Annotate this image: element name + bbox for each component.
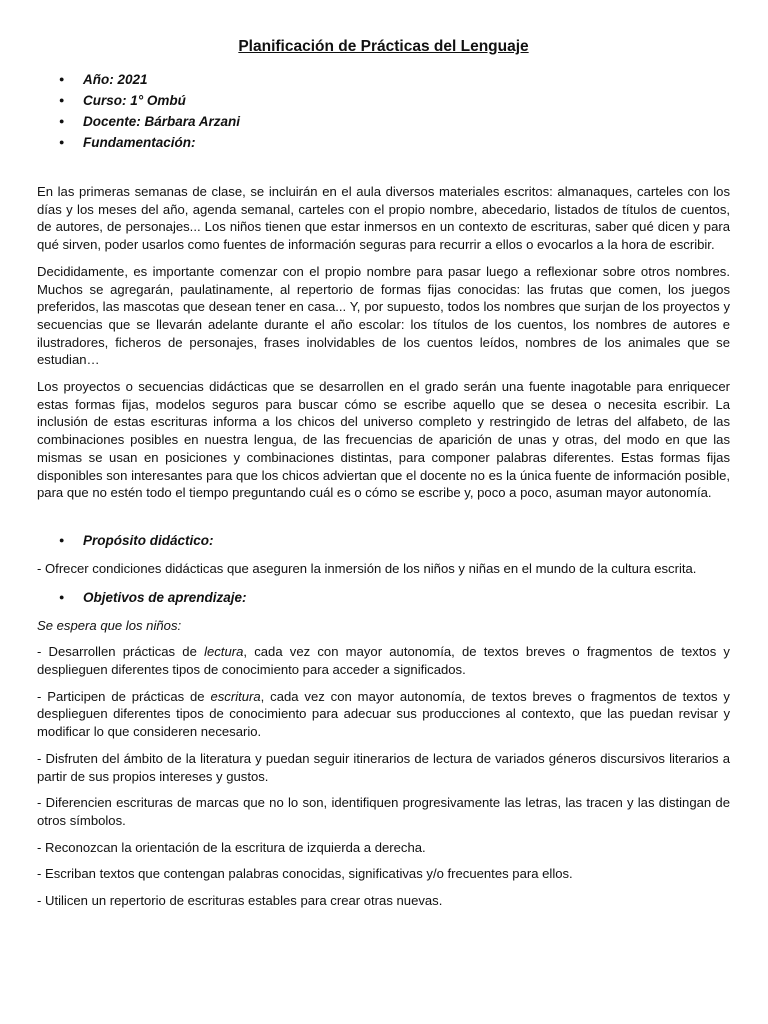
- proposito-text: - Ofrecer condiciones didácticas que aseguren la inmersión de los niños y niñas en el mundo de la cultura escrita.: [37, 560, 697, 576]
- meta-teacher: ● Docente: Bárbara Arzani: [37, 111, 730, 132]
- fundamentacion-paragraph-2: Decididamente, es importante comenzar con el propio nombre para pasar luego a reflexionar sobre otros nombres. Muchos se agregarán, paulatinamente, al repertorio de formas fijas conocidas: las frutas que comen, los juegos preferidos, las mascotas que desean tener en casa... Y, por supuesto, todos los nombres que surjan de los proyectos y secuencias que se llevarán adelante durante el año escolar: los títulos de los cuentos, los nombres de autores e ilustradores, ficheros de personajes, frases inolvidables de los cuentos leídos, nombres de los animales que se estudian…: [37, 263, 730, 368]
- objetivo-item-escritura-em: escritura: [210, 688, 261, 704]
- document-title: Planificación de Prácticas del Lenguaje: [238, 38, 529, 55]
- objetivo-item: - Escriban textos que contengan palabras conocidas, significativas y/o frecuentes para ellos.: [37, 866, 573, 882]
- objetivo-item-escritura: [37, 688, 730, 741]
- objetivos-heading: ● Objetivos de aprendizaje:: [37, 587, 730, 608]
- document-page: [37, 0, 730, 910]
- fundamentacion-paragraph-1: En las primeras semanas de clase, se incluirán en el aula diversos materiales escritos: almanaques, carteles con los días y los meses del año, agenda semanal, carteles con el propio nombre, abecedario, listados de títulos de cuentos, de autores, de personajes... Los niños tienen que estar inmersos en un contexto de escrituras, saber qué dicen y para qué sirven, poder usarlos como fuentes de información seguras para recurrir a ellos o evocarlos a la hora de escribir.: [37, 184, 730, 253]
- meta-fundamentacion-heading: ● Fundamentación:: [37, 132, 730, 153]
- meta-year: ● Año: 2021: [37, 69, 730, 90]
- objetivo-item-lectura-em: lectura: [204, 644, 244, 660]
- objetivo-item-escritura-pre: - Participen de prácticas de: [37, 688, 211, 704]
- meta-course: ● Curso: 1° Ombú: [37, 90, 730, 111]
- objetivo-item: - Disfruten del ámbito de la literatura y puedan seguir itinerarios de lectura de variados géneros discursivos literarios a partir de sus propios intereses y gustos.: [37, 750, 730, 784]
- objetivo-item-lectura-pre: - Desarrollen prácticas de: [37, 644, 205, 660]
- objetivo-item-lectura-post: , cada vez con mayor autonomía, de textos breves o fragmentos de textos y desplieguen diferentes tipos de conocimiento para acceder a significados.: [37, 644, 730, 678]
- fundamentacion-paragraph-3: Los proyectos o secuencias didácticas que se desarrollen en el grado serán una fuente inagotable para enriquecer estas formas fijas, modelos seguros para buscar cómo se escribe aquello que se desea o necesita escribir. La inclusión de estas escrituras informa a los chicos del universo completo y restringido de letras del alfabeto, de las combinaciones posibles en nuestra lengua, de las frecuencias de aparición de unas y otras, del modo en que las mismas se usan en posiciones y combinaciones distintas, para componer palabras diferentes. Estas formas fijas disponibles son interesantes para que los chicos adviertan que el docente no es la única fuente de información posible, para que no estén todo el tiempo preguntando cuál es o cómo se escribe y, poco a poco, asuman mayor autonomía.: [37, 379, 730, 501]
- objetivo-item-lectura: [37, 643, 730, 678]
- objetivo-item: - Utilicen un repertorio de escrituras estables para crear otras nuevas.: [37, 893, 443, 909]
- meta-list: [37, 69, 730, 153]
- proposito-heading: ● Propósito didáctico:: [37, 530, 730, 551]
- objetivos-intro: Se espera que los niños:: [37, 617, 182, 633]
- objetivo-item: - Diferencien escrituras de marcas que no lo son, identifiquen progresivamente las letras, las tracen y las distingan de otros símbolos.: [37, 795, 730, 828]
- objetivo-item-escritura-post: , cada vez con mayor autonomía, de textos breves o fragmentos de textos y desplieguen diferentes tipos de conocimiento para adecuar sus producciones al contexto, que las puedan revisar y modificar lo que consideren necesario.: [37, 688, 730, 740]
- objetivo-item: - Reconozcan la orientación de la escritura de izquierda a derecha.: [37, 839, 426, 855]
